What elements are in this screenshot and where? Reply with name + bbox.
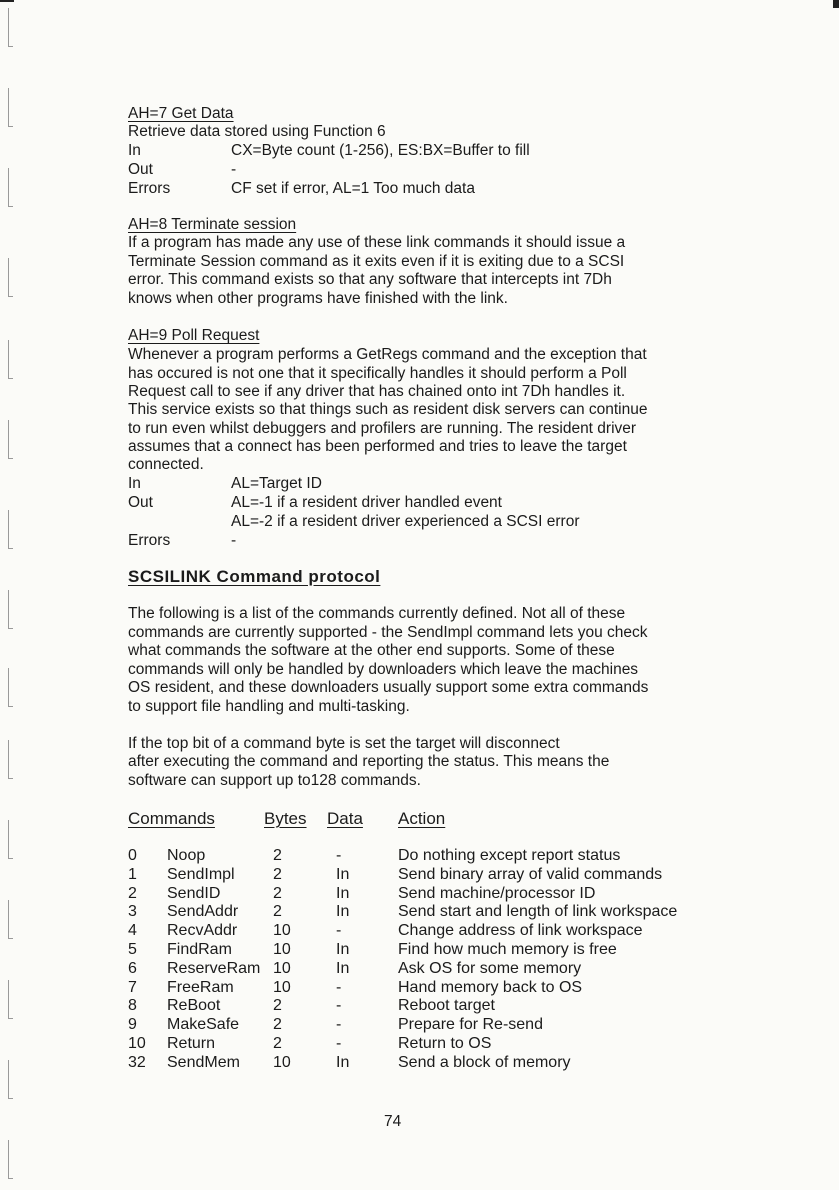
table-cell-data: - [336, 997, 342, 1015]
table-cell-action: Change address of link workspace [398, 922, 643, 940]
table-cell-name: Noop [167, 847, 206, 864]
ah7-param-value: CX=Byte count (1-256), ES:BX=Buffer to fill [231, 142, 530, 159]
table-cell-code: 6 [128, 959, 137, 977]
table-cell-name: SendID [167, 884, 221, 902]
table-cell-data: In [336, 959, 350, 977]
protocol-para1-line: to support file handling and multi-tasking. [128, 698, 410, 715]
page-number: 74 [384, 1113, 402, 1130]
protocol-para2-line: If the top bit of a command byte is set the target will disconnect [128, 735, 560, 752]
table-cell-data: - [336, 1016, 342, 1034]
table-cell-bytes: 10 [273, 978, 291, 996]
ah9-param-value: AL=Target ID [231, 475, 322, 492]
table-cell-action: Do nothing except report status [398, 847, 621, 864]
table-cell-data: - [336, 922, 342, 940]
left-margin-ticks [0, 0, 50, 1190]
table-cell-code: 9 [128, 1016, 137, 1034]
ah9-line: This service exists so that things such as resident disk servers can continue [128, 401, 648, 418]
ah7-param-label: In [128, 142, 141, 159]
table-cell-name: SendMem [167, 1053, 240, 1071]
ah9-param-value: - [231, 532, 237, 549]
ah9-line: to run even whilst debuggers and profilers are running. The resident driver [128, 420, 637, 437]
table-cell-bytes: 2 [273, 884, 282, 902]
table-header-bytes: Bytes [264, 809, 307, 828]
ah9-line: Request call to see if any driver that has chained onto int 7Dh handles it. [128, 383, 626, 400]
ah7-description: Retrieve data stored using Function 6 [128, 123, 386, 140]
ah9-line: connected. [128, 456, 204, 473]
table-cell-data: - [336, 978, 342, 996]
table-cell-name: MakeSafe [167, 1016, 240, 1034]
ah9-param-label: In [128, 475, 141, 492]
table-cell-bytes: 10 [273, 941, 291, 958]
ah9-param-label: Errors [128, 532, 171, 549]
table-cell-name: FindRam [167, 941, 232, 958]
table-cell-action: Prepare for Re-send [398, 1016, 543, 1034]
table-cell-code: 32 [128, 1053, 146, 1071]
table-cell-name: FreeRam [167, 978, 234, 996]
table-cell-action: Send binary array of valid commands [398, 865, 663, 883]
protocol-para1-line: commands are currently supported - the SendImpl command lets you check [128, 624, 648, 641]
table-cell-action: Reboot target [398, 997, 495, 1015]
table-cell-action: Send start and length of link workspace [398, 903, 678, 921]
ah8-line: If a program has made any use of these link commands it should issue a [128, 234, 626, 251]
table-cell-action: Find how much memory is free [398, 941, 617, 958]
protocol-heading: SCSILINK Command protocol [128, 567, 381, 586]
protocol-para1-line: commands will only be handled by downloaders which leave the machines [128, 661, 639, 678]
table-cell-bytes: 10 [273, 1053, 291, 1071]
ah7-param-label: Errors [128, 180, 171, 197]
ah9-param-value: AL=-1 if a resident driver handled event [231, 494, 502, 511]
protocol-para1-line: what commands the software at the other end supports. Some of these [128, 642, 615, 659]
table-cell-code: 3 [128, 903, 137, 921]
ah9-line: Whenever a program performs a GetRegs command and the exception that [128, 346, 647, 363]
table-cell-bytes: 2 [273, 997, 282, 1015]
table-cell-bytes: 2 [273, 903, 282, 921]
table-cell-data: - [336, 847, 342, 864]
ah9-line: assumes that a connect has been performed and tries to leave the target [128, 438, 627, 455]
table-cell-code: 10 [128, 1035, 146, 1052]
ah9-param-value: AL=-2 if a resident driver experienced a SCSI error [231, 513, 580, 530]
table-cell-bytes: 2 [273, 865, 282, 883]
table-cell-name: SendAddr [167, 903, 239, 921]
table-cell-action: Return to OS [398, 1035, 492, 1052]
ah8-line: error. This command exists so that any software that intercepts int 7Dh [128, 271, 612, 288]
top-right-scan-mark [833, 0, 839, 8]
table-cell-bytes: 10 [273, 922, 291, 940]
ah7-heading: AH=7 Get Data [128, 105, 234, 122]
table-header-data: Data [327, 809, 363, 828]
protocol-para2-line: software can support up to128 commands. [128, 772, 421, 789]
table-header-action: Action [398, 809, 446, 828]
table-cell-data: In [336, 884, 350, 902]
table-cell-data: In [336, 1053, 350, 1071]
ah8-line: knows when other programs have finished with the link. [128, 290, 508, 307]
protocol-para1-line: OS resident, and these downloaders usually support some extra commands [128, 679, 649, 696]
table-cell-code: 0 [128, 847, 137, 864]
table-cell-bytes: 2 [273, 1016, 282, 1034]
protocol-para2-line: after executing the command and reporting the status. This means the [128, 753, 610, 770]
ah9-heading: AH=9 Poll Request [128, 327, 260, 344]
table-cell-data: - [336, 1035, 342, 1052]
table-cell-code: 1 [128, 865, 137, 883]
ah8-heading: AH=8 Terminate session [128, 216, 297, 233]
table-cell-name: ReBoot [167, 997, 221, 1015]
table-cell-code: 2 [128, 884, 137, 902]
table-cell-data: In [336, 941, 350, 958]
table-cell-data: In [336, 903, 350, 921]
table-cell-data: In [336, 865, 350, 883]
table-cell-code: 4 [128, 922, 137, 940]
ah8-line: Terminate Session command as it exits even if it is exiting due to a SCSI [128, 253, 625, 270]
table-cell-name: RecvAddr [167, 922, 238, 940]
ah9-param-label: Out [128, 494, 153, 511]
table-cell-action: Send a block of memory [398, 1053, 571, 1071]
table-cell-bytes: 2 [273, 847, 282, 864]
table-cell-action: Ask OS for some memory [398, 959, 582, 977]
ah7-param-value: - [231, 161, 237, 178]
ah7-param-value: CF set if error, AL=1 Too much data [231, 180, 475, 197]
table-cell-code: 8 [128, 997, 137, 1015]
table-cell-name: SendImpl [167, 865, 235, 883]
table-cell-code: 5 [128, 941, 137, 958]
table-header-commands: Commands [128, 809, 215, 828]
ah9-line: has occured is not one that it specifically handles it should perform a Poll [128, 365, 627, 382]
table-cell-action: Send machine/processor ID [398, 884, 596, 902]
table-cell-code: 7 [128, 978, 137, 996]
table-cell-name: ReserveRam [167, 959, 261, 977]
ah7-param-label: Out [128, 161, 153, 178]
table-cell-bytes: 10 [273, 959, 291, 977]
table-cell-bytes: 2 [273, 1035, 282, 1052]
table-cell-action: Hand memory back to OS [398, 978, 583, 996]
table-cell-name: Return [167, 1035, 216, 1052]
protocol-para1-line: The following is a list of the commands currently defined. Not all of these [128, 605, 626, 622]
